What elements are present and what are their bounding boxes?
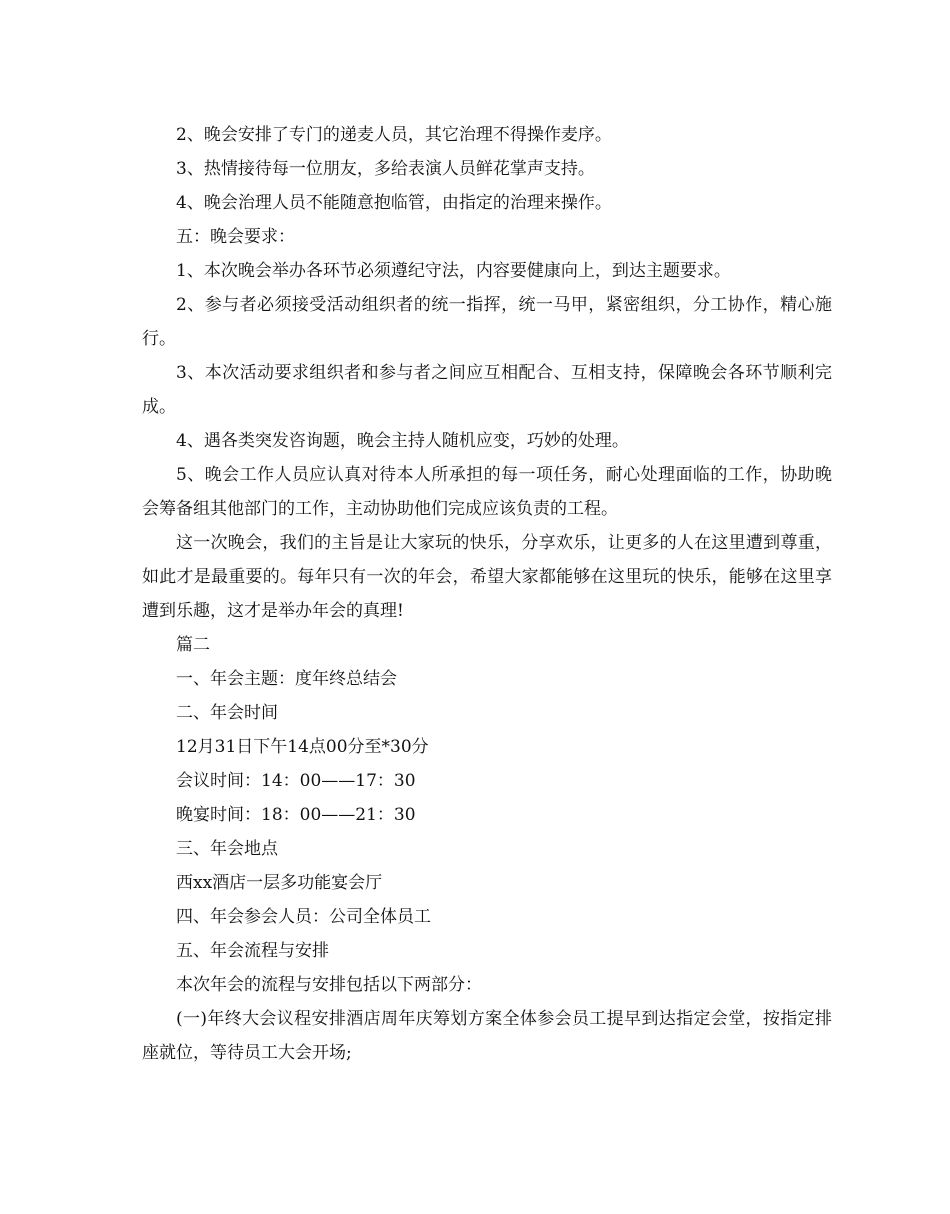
paragraph-14: 12月31日下午14点00分至*30分 — [176, 737, 429, 757]
paragraph-1: 2、晚会安排了专门的递麦人员，其它治理不得操作麦序。 — [176, 125, 612, 145]
paragraph-10: 这一次晚会，我们的主旨是让大家玩的快乐，分享欢乐，让更多的人在这里遭到尊重，如此才是最重要的。每年只有一次的年会，希望大家都能够在这里玩的快乐，能够在这里享遭到乐趣，这才是举办年会的真理! — [142, 533, 832, 621]
paragraph-2: 3、热情接待每一位朋友，多给表演人员鲜花掌声支持。 — [176, 159, 595, 179]
paragraph-19: 四、年会参会人员：公司全体员工 — [176, 907, 431, 927]
paragraph-8: 4、遇各类突发咨询题，晚会主持人随机应变，巧妙的处理。 — [176, 431, 629, 451]
paragraph-12: 一、年会主题：度年终总结会 — [176, 669, 397, 689]
paragraph-21: 本次年会的流程与安排包括以下两部分： — [176, 975, 482, 995]
paragraph-22: (一)年终大会议程安排酒店周年庆筹划方案全体参会员工提早到达指定会堂，按指定排座就位，等待员工大会开场; — [142, 1009, 832, 1063]
paragraph-3: 4、晚会治理人员不能随意抱临管，由指定的治理来操作。 — [176, 193, 612, 213]
paragraph-20: 五、年会流程与安排 — [176, 941, 329, 961]
paragraph-6: 2、参与者必须接受活动组织者的统一指挥，统一马甲，紧密组织，分工协作，精心施行。 — [142, 295, 832, 349]
paragraph-9: 5、晚会工作人员应认真对待本人所承担的每一项任务，耐心处理面临的工作，协助晚会筹备组其他部门的工作，主动协助他们完成应该负责的工程。 — [142, 465, 832, 519]
paragraph-17: 三、年会地点 — [176, 839, 278, 859]
paragraph-16: 晚宴时间：18：00——21：30 — [176, 805, 416, 825]
paragraph-18: 西xx酒店一层多功能宴会厅 — [176, 873, 383, 893]
section-heading-part-two: 篇二 — [176, 635, 210, 655]
paragraph-5: 1、本次晚会举办各环节必须遵纪守法，内容要健康向上，到达主题要求。 — [176, 261, 731, 281]
section-heading-requirements: 五：晚会要求： — [176, 227, 295, 247]
paragraph-13: 二、年会时间 — [176, 703, 278, 723]
paragraph-15: 会议时间：14：00——17：30 — [176, 771, 416, 791]
document-body — [142, 118, 832, 1070]
paragraph-7: 3、本次活动要求组织者和参与者之间应互相配合、互相支持，保障晚会各环节顺利完成。 — [142, 363, 832, 417]
